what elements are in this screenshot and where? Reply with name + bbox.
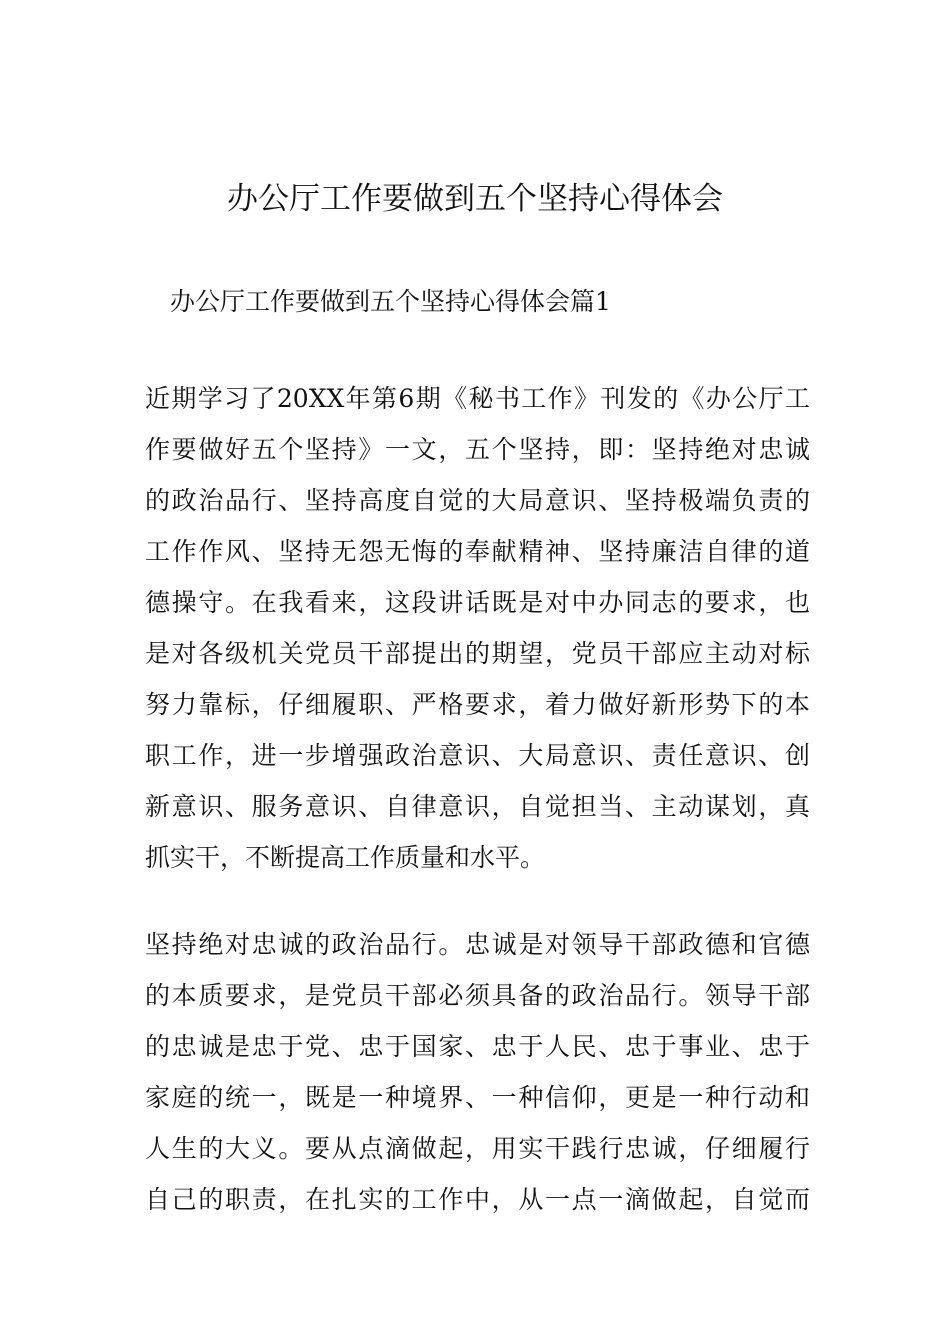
paragraph-line: 的忠诚是忠于党、忠于国家、忠于人民、忠于事业、忠于: [145, 1032, 810, 1061]
paragraph-line: 家庭的统一，既是一种境界、一种信仰，更是一种行动和: [145, 1083, 810, 1112]
paragraph-line: 抓实干，不断提高工作质量和水平。: [145, 843, 546, 872]
paragraph-line: 坚持绝对忠诚的政治品行。忠诚是对领导干部政德和官德: [145, 930, 810, 959]
paragraph-line: 近期学习了20XX年第6期《秘书工作》刊发的《办公厅工: [145, 384, 810, 413]
document-title: 办公厅工作要做到五个坚持心得体会: [227, 181, 723, 217]
paragraph-line: 作要做好五个坚持》一文，五个坚持，即：坚持绝对忠诚: [145, 435, 810, 464]
document-subtitle: 办公厅工作要做到五个坚持心得体会篇1: [170, 287, 611, 316]
paragraph-line: 是对各级机关党员干部提出的期望，党员干部应主动对标: [145, 639, 810, 668]
paragraph-2: [145, 919, 810, 1225]
paragraph-1: [145, 373, 810, 883]
paragraph-line: 的政治品行、坚持高度自觉的大局意识、坚持极端负责的: [145, 486, 810, 515]
paragraph-line: 人生的大义。要从点滴做起，用实干践行忠诚，仔细履行: [145, 1134, 810, 1163]
paragraph-line: 工作作风、坚持无怨无悔的奉献精神、坚持廉洁自律的道: [145, 537, 810, 566]
paragraph-line: 职工作，进一步增强政治意识、大局意识、责任意识、创: [145, 741, 810, 770]
paragraph-line: 自己的职责，在扎实的工作中，从一点一滴做起，自觉而: [145, 1185, 810, 1214]
paragraph-line: 新意识、服务意识、自律意识，自觉担当、主动谋划，真: [145, 792, 810, 821]
paragraph-line: 德操守。在我看来，这段讲话既是对中办同志的要求，也: [145, 588, 810, 617]
paragraph-line: 的本质要求，是党员干部必须具备的政治品行。领导干部: [145, 981, 810, 1010]
paragraph-line: 努力靠标，仔细履职、严格要求，着力做好新形势下的本: [145, 690, 810, 719]
